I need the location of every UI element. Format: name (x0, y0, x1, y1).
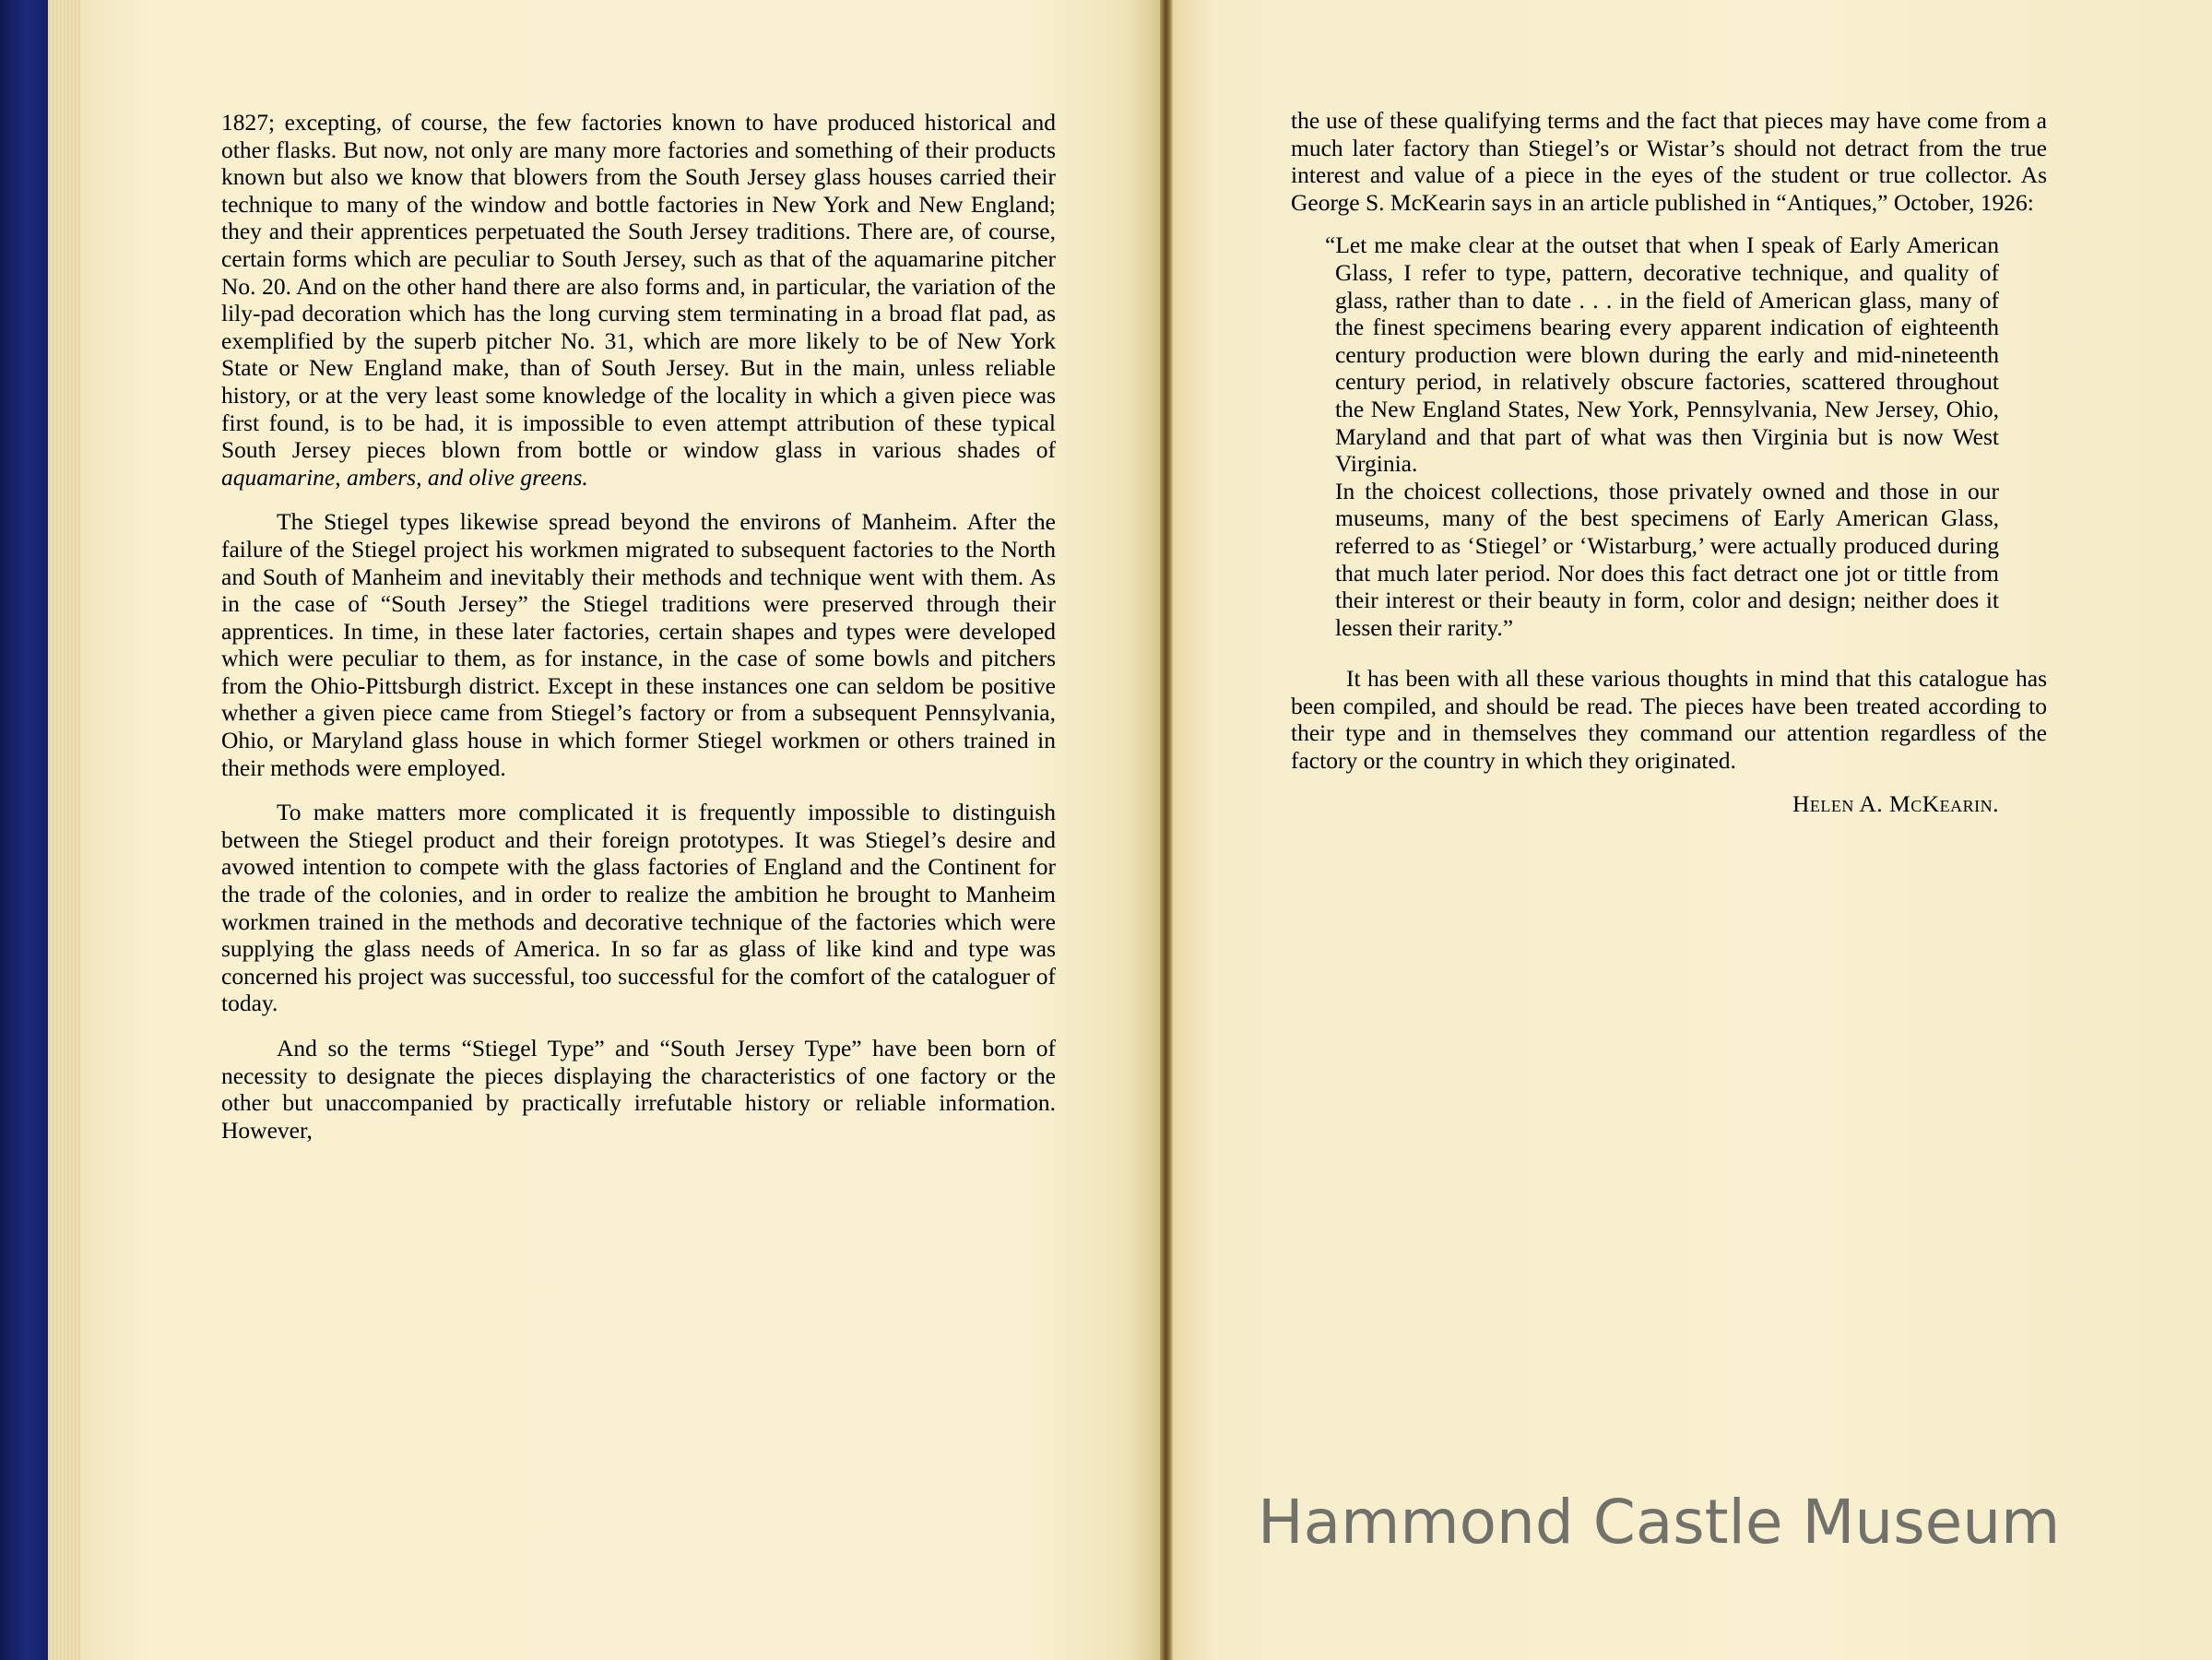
right-closing-paragraph: It has been with all these various thoughts in mind that this catalogue has been compiled, and should be read. The pieces have been treated according to their type and in themselves they command our attention regardless of the factory or the country in which they originated. (1291, 665, 2047, 775)
left-paragraph-4: And so the terms “Stiegel Type” and “South Jersey Type” have been born of necessity to designate the pieces displaying the characteristics of one factory or the other but unaccompanied by practically irrefutable history or reliable information. However, (221, 1035, 1056, 1144)
left-paragraph-3: To make matters more complicated it is frequently impossible to distinguish between the Stiegel product and their foreign prototypes. It was Stiegel’s desire and avowed intention to compete with the glass factories of England and the Continent for the trade of the colonies, and in order to realize the ambition he brought to Manheim workmen trained in the methods and decorative technique of the factories which were supplying the glass needs of America. In so far as glass of like kind and type was concerned his project was successful, too successful for the comfort of the cataloguer of today. (221, 799, 1056, 1017)
block-quote (1325, 231, 1999, 641)
page-stack-edge (48, 0, 83, 1660)
left-paragraph-2: The Stiegel types likewise spread beyond the environs of Manheim. After the failure of the Stiegel project his workmen migrated to subsequent factories to the North and South of Manheim and inevitably their methods and technique went with them. As in the case of “South Jersey” the Stiegel traditions were preserved through their apprentices. In time, in these later factories, certain shapes and types were developed which were peculiar to them, as for instance, in the case of some bowls and pitchers from the Ohio-Pittsburgh district. Except in these instances one can seldom be positive whether a given piece came from Stiegel’s factory or from a subsequent Pennsylvania, Ohio, or Maryland glass house in which former Stiegel workmen or others trained in their methods were employed. (221, 508, 1056, 781)
museum-watermark: Hammond Castle Museum (1258, 1487, 2061, 1558)
left-paragraph-1-emphasis: aquamarine, ambers, and olive greens. (221, 463, 588, 491)
quote-paragraph-1: “Let me make clear at the outset that when I speak of Early American Glass, I refer to type, pattern, decorative technique, and quality of glass, rather than to date . . . in the field of American glass, many of the finest specimens bearing every apparent indication of eighteenth century production were blown during the early and mid-nineteenth century period, in relatively obscure factories, scattered throughout the New England States, New York, Pennsylvania, New Jersey, Ohio, Maryland and that part of what was then Virginia but is now West Virginia. (1325, 231, 1999, 478)
right-opening-paragraph: the use of these qualifying terms and the fact that pieces may have come from a much later factory than Stiegel’s or Wistar’s should not detract from the true interest and value of a piece in the eyes of the student or true collector. As George S. McKearin says in an article published in “Antiques,” October, 1926: (1291, 107, 2047, 216)
right-page-text (1291, 107, 2047, 833)
quote-paragraph-2: In the choicest collections, those privately owned and those in our museums, many of the best specimens of Early American Glass, referred to as ‘Stiegel’ or ‘Wistarburg,’ were actually produced during that much later period. Nor does this fact detract one jot or tittle from their interest or their beauty in form, color and design; neither does it lessen their rarity.” (1335, 477, 1999, 641)
left-paragraph-1-text: 1827; excepting, of course, the few factories known to have produced historical and other flasks. But now, not only are many more factories and something of their products known but also we know that blowers from the South Jersey glass houses carried their technique to many of the window and bottle factories in New York and New England; they and their apprentices perpetuated the South Jersey traditions. There are, of course, certain forms which are peculiar to South Jersey, such as that of the aquamarine pitcher No. 20. And on the other hand there are also forms and, in particular, the variation of the lily-pad decoration which has the long curving stem terminating in a broad flat pad, as exemplified by the superb pitcher No. 31, which are more likely to be of New York State or New England make, than of South Jersey. But in the main, unless reliable history, or at the very least some knowledge of the locality in which a given piece was first found, is to be had, it is impossible to even attempt attribution of these typical South Jersey pieces blown from bottle or window glass in various shades of (221, 109, 1056, 464)
author-signature: Helen A. McKearin. (1792, 789, 1999, 817)
left-page-text (221, 109, 1056, 1161)
book-cover-edge (0, 0, 48, 1660)
book-gutter (1160, 0, 1173, 1660)
left-paragraph-1 (221, 109, 1056, 491)
